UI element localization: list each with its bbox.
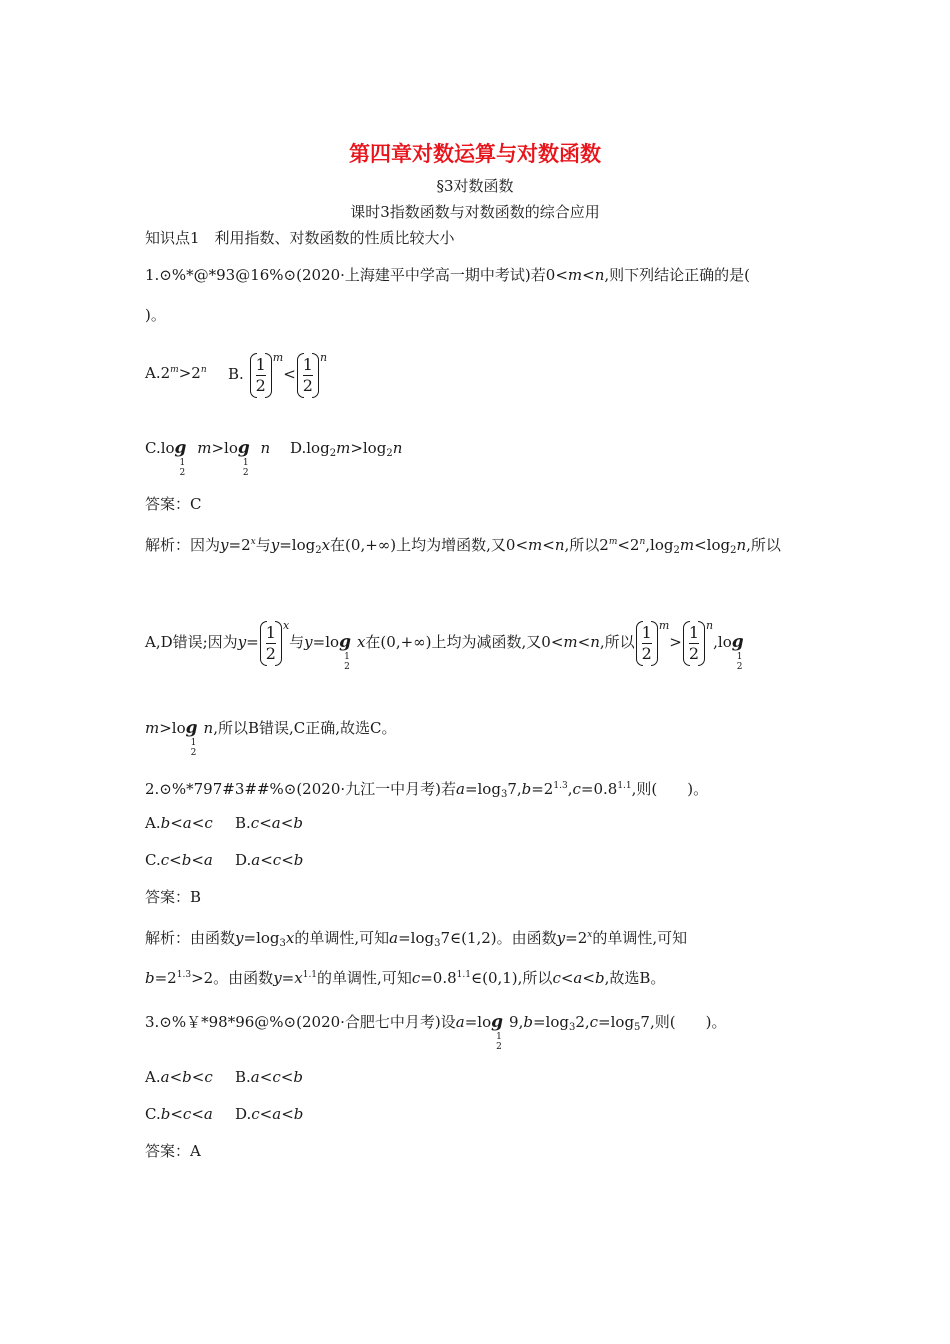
q2-option-c: C.c<b<a — [145, 851, 213, 869]
q3-option-b: B.a<c<b — [235, 1068, 303, 1086]
q3-option-c: C.b<c<a — [145, 1105, 213, 1123]
lesson-title: 课时3指数函数与对数函数的综合应用 — [350, 203, 600, 221]
q2-option-d: D.a<c<b — [235, 851, 304, 869]
q1-explanation-line3: m>log 1 2 n,所以B错误,C正确,故选C。 — [145, 718, 397, 758]
q1-option-c: C.log 1 2 m>log 1 2 n — [145, 438, 271, 478]
fraction-half: $\frac{1}{2}$ — [683, 623, 705, 664]
q1-explanation-line2: A,D错误;因为y= $\frac{1}{2}$ $^x$与y=log 1 2 x在(0,+∞)上均为减函数,又0<m<n,所以 $\frac{1}{2}$ $^m$> $\frac{1}{2}$ $^n$,log 1 2 — [145, 619, 744, 672]
q1-option-b: B. $\frac{1}{2}$ $^m$< $\frac{1}{2}$ $^n$ — [228, 351, 328, 395]
q2-explanation-line2: $b=2^{1.3}>2$。由函数$y=x^{1.1}$的单调性,可知$c=0.8^{1.1}\in(0,1)$,所以c<a<b,故选B。 — [145, 969, 666, 987]
chapter-title: 第四章对数运算与对数函数 — [349, 142, 601, 166]
q2-explanation-line1: 解析：由函数$y=\log_3x$的单调性,可知$a=\log_37\in(1,2)$。由函数$y=2^x$的单调性,可知 — [145, 929, 688, 949]
fraction-half: $\frac{1}{2}$ — [636, 623, 658, 664]
fraction-half: $\frac{1}{2}$ — [260, 623, 282, 664]
q1-answer: 答案：C — [145, 495, 202, 513]
fraction-half: $\frac{1}{2}$ — [250, 355, 272, 396]
q3-option-d: D.c<a<b — [235, 1105, 304, 1123]
q1-explanation-line1: 解析：因为$y=2^x$与$y=\log_2x$在(0,+∞)上均为增函数,又0<m<n,所以$2^m<2^n,\log_2m<\log_2n$,所以 — [145, 536, 781, 556]
q3-answer: 答案：A — [145, 1142, 201, 1160]
q1-stem-end: )。 — [145, 306, 166, 324]
q3-stem: 3.⊙%￥*98*96@%⊙(2020·合肥七中月考)设a=log 1 2 $9,b=\log_32,c=\log_57$,则( )。 — [145, 1012, 727, 1052]
q1-option-d: $D.\log_2m>\log_2n$ — [290, 439, 403, 459]
knowledge-point-heading: 知识点1 利用指数、对数函数的性质比较大小 — [145, 229, 455, 247]
q1-stem: 1.⊙%*@*93@16%⊙(2020·上海建平中学高一期中考试)若0<m<n,则下列结论正确的是( — [145, 266, 750, 284]
q3-option-a: A.a<b<c — [145, 1068, 213, 1086]
q2-option-a: A.b<a<c — [145, 814, 213, 832]
q1-option-a: $A.2^m>2^n$ — [145, 364, 207, 382]
q2-answer: 答案：B — [145, 888, 202, 906]
fraction-half: $\frac{1}{2}$ — [297, 355, 319, 396]
q2-stem: 2.⊙%*797#3##%⊙(2020·九江一中月考)若$a=\log_37,b=2^{1.3},c=0.8^{1.1}$,则( )。 — [145, 780, 709, 800]
section-title: §3对数函数 — [436, 177, 514, 195]
q2-option-b: B.c<a<b — [235, 814, 303, 832]
